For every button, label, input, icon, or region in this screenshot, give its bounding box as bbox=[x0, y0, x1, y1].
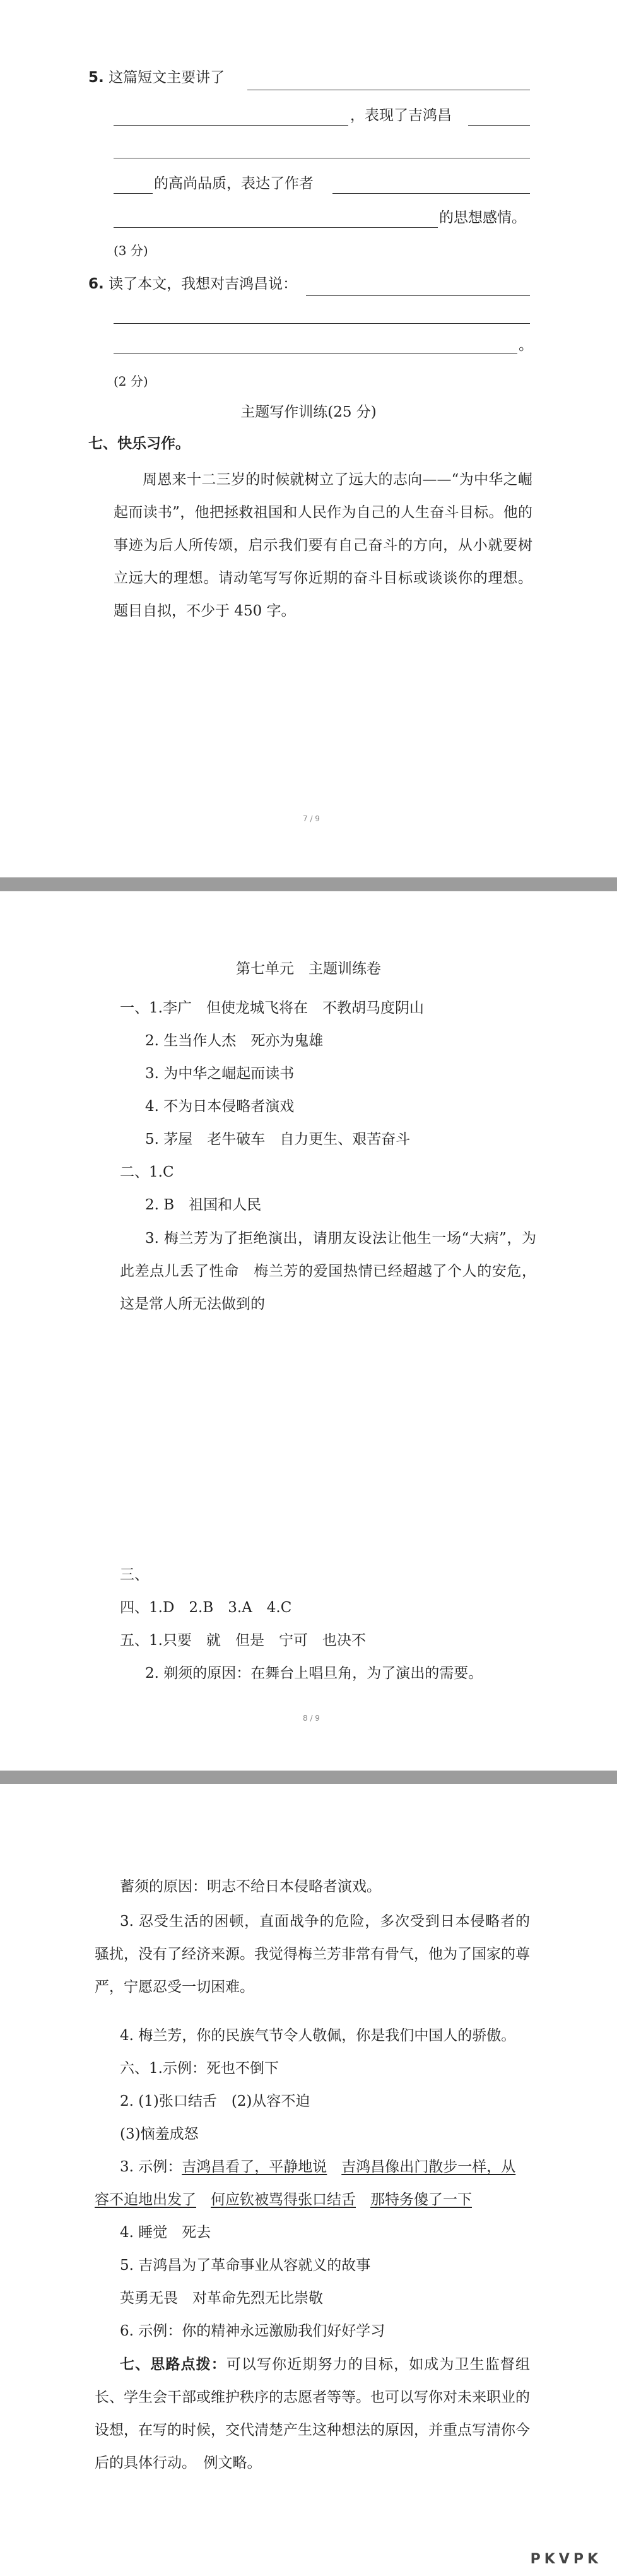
question-5-text-d: 的思想感情。 bbox=[439, 210, 526, 226]
answer-blank[interactable] bbox=[332, 193, 530, 194]
answer-blank[interactable] bbox=[468, 125, 530, 126]
answer-line: 4. 梅兰芳，你的民族气节令人敬佩，你是我们中国人的骄傲。 bbox=[120, 2027, 516, 2044]
answer-line: 五、1.只要 就 但是 宁可 也决不 bbox=[120, 1632, 366, 1649]
page-separator bbox=[0, 1771, 617, 1784]
answer-line: 4. 睡觉 死去 bbox=[120, 2224, 211, 2241]
page-2 bbox=[0, 891, 617, 1771]
answer-line: 2. (1)张口结舌 (2)从容不迫 bbox=[120, 2093, 310, 2110]
watermark-logo: PKVPK bbox=[530, 2551, 602, 2567]
page-number: 8 / 9 bbox=[303, 1714, 320, 1723]
answer-line: 英勇无畏 对革命先烈无比崇敬 bbox=[120, 2290, 323, 2306]
page-1 bbox=[0, 0, 617, 877]
question-5-line-1: 5. 这篇短文主要讲了 bbox=[88, 69, 225, 86]
answer-blank[interactable] bbox=[114, 125, 348, 126]
page-3 bbox=[0, 1784, 617, 2576]
question-5-text-b: ，表现了吉鸿昌 bbox=[350, 107, 452, 124]
question-6-score: (2 分) bbox=[114, 374, 148, 389]
answer-line-underlined: 3. 示例：吉鸿昌看了，平静地说 吉鸿昌像出门散步一样，从 bbox=[120, 2159, 516, 2175]
answer-line: 3. 为中华之崛起而读书 bbox=[145, 1065, 295, 1082]
answer-line: 六、1.示例：死也不倒下 bbox=[120, 2060, 279, 2077]
answer-line: 一、1.李广 但使龙城飞将在 不教胡马度阴山 bbox=[120, 1000, 424, 1016]
answer-line: 2. B 祖国和人民 bbox=[145, 1197, 262, 1213]
answer-paragraph-seven: 七、思路点拨：可以写你近期努力的目标，如成为卫生监督组长、学生会干部或维护秩序的志愿者等等。也可以写你对未来职业的设想，在写的时候，交代清楚产生这种想法的原因，并重点写清你今后的具体行动。 例文略。 bbox=[95, 2356, 531, 2471]
answer-paragraph: 3. 梅兰芳为了拒绝演出，请朋友设法让他生一场“大病”，为此差点儿丢了性命 梅兰芳的爱国热情已经超越了个人的安危，这是常人所无法做到的 bbox=[120, 1230, 536, 1312]
question-7-heading: 七、快乐习作。 bbox=[88, 436, 190, 452]
answer-line: 2. 剃须的原因：在舞台上唱旦角，为了演出的需要。 bbox=[145, 1665, 483, 1682]
answer-blank[interactable] bbox=[114, 353, 517, 354]
question-6-end-mark: 。 bbox=[519, 337, 533, 353]
answer-line: 二、1.C bbox=[120, 1164, 174, 1180]
answer-line: 蓄须的原因：明志不给日本侵略者演戏。 bbox=[120, 1879, 381, 1895]
page-separator bbox=[0, 877, 617, 891]
question-7-paragraph: 周恩来十二三岁的时候就树立了远大的志向——“为中华之崛起而读书”，他把拯救祖国和人民作为自己的人生奋斗目标。他的事迹为后人所传颂，启示我们要有自己奋斗的方向，从小就要树立远大的理想。请动笔写写你近期的奋斗目标或谈谈你的理想。题目自拟，不少于 450 字。 bbox=[114, 472, 532, 619]
answer-line: 5. 吉鸿昌为了革命事业从容就义的故事 bbox=[120, 2257, 371, 2274]
answer-line: 2. 生当作人杰 死亦为鬼雄 bbox=[145, 1033, 324, 1049]
section-title: 主题写作训练(25 分) bbox=[240, 404, 377, 420]
page-number: 7 / 9 bbox=[303, 814, 320, 823]
answer-key-title: 第七单元 主题训练卷 bbox=[236, 961, 381, 977]
answer-line: 三、 bbox=[120, 1567, 149, 1583]
answer-blank[interactable] bbox=[114, 227, 438, 228]
answer-line: 6. 示例：你的精神永远激励我们好好学习 bbox=[120, 2323, 385, 2339]
answer-blank[interactable] bbox=[306, 295, 530, 296]
question-5-score: (3 分) bbox=[114, 243, 148, 258]
answer-paragraph: 3. 忍受生活的困顿，直面战争的危险，多次受到日本侵略者的骚扰，没有了经济来源。我觉得梅兰芳非常有骨气，他为了国家的尊严，宁愿忍受一切困难。 bbox=[95, 1913, 530, 1995]
answer-line-underlined: 容不迫地出发了 何应钦被骂得张口结舌 那特务傻了一下 bbox=[95, 2192, 472, 2208]
answer-blank[interactable] bbox=[114, 193, 153, 194]
answer-line: 4. 不为日本侵略者演戏 bbox=[145, 1098, 295, 1115]
answer-line: 5. 茅屋 老牛破车 自力更生、艰苦奋斗 bbox=[145, 1131, 411, 1148]
answer-blank[interactable] bbox=[114, 323, 530, 324]
question-6-line-1: 6. 读了本文，我想对吉鸿昌说： bbox=[88, 276, 298, 292]
question-5-text-c: 的高尚品质，表达了作者 bbox=[154, 175, 314, 192]
answer-line: (3)恼羞成怒 bbox=[120, 2126, 199, 2142]
answer-line: 四、1.D 2.B 3.A 4.C bbox=[120, 1600, 292, 1616]
